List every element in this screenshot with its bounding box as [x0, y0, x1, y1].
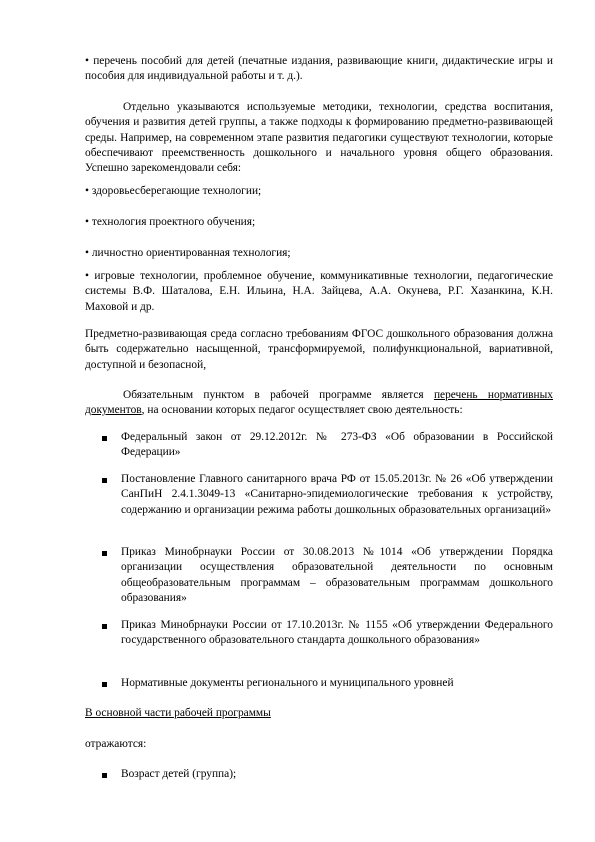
tech-item-games: • игровые технологии, проблемное обучение, коммуникативные технологии, педагогические системы В.Ф. Шаталова, Е.Н. Ильина, Н.А. Зайцева, А.А. Окунева, Р.Г. Хазанкина, К.Н. Маховой и др. [85, 270, 553, 313]
normative-document-item: Федеральный закон от 29.12.2012г. № 273-ФЗ «Об образовании в Российской Федерации» [121, 431, 553, 459]
bullet-square-icon [102, 551, 107, 556]
normative-document-item: Нормативные документы регионального и муниципального уровней [121, 677, 454, 689]
bullet-square-icon [102, 478, 107, 483]
bullet-square-icon [102, 624, 107, 629]
main-part-heading: В основной части рабочей программы [85, 707, 271, 719]
mandatory-text-before: Обязательным пунктом в рабочей программе является [123, 389, 434, 401]
tech-item-project: • технология проектного обучения; [85, 216, 256, 228]
normative-document-item: Приказ Минобрнауки России от 17.10.2013г. № 1155 «Об утверждении Федерального государственного образовательного стандарта дошкольного образования» [121, 619, 553, 647]
environment-paragraph: Предметно-развивающая среда согласно требованиям ФГОС дошкольного образования должна быть содержательно насыщенной, трансформируемой, полифункциональной, вариативной, доступной и безопасной, [85, 328, 553, 371]
main-part-item: Возраст детей (группа); [121, 768, 237, 780]
bullet-square-icon [102, 436, 107, 441]
normative-documents-link: перечень нормативных документов [85, 389, 553, 417]
bullet-square-icon [102, 773, 107, 778]
mandatory-paragraph [85, 388, 553, 419]
normative-document-item: Постановление Главного санитарного врача РФ от 15.05.2013г. № 26 «Об утверждении СанПиН 2.4.1.3049-13 «Санитарно-эпидемиологические требования к устройству, содержанию и организации режима работы дошкольных образовательных организаций» [121, 473, 553, 516]
tech-item-personal: • личностно ориентированная технология; [85, 247, 291, 259]
methods-paragraph: Отдельно указываются используемые методики, технологии, средства воспитания, обучения и развития детей группы, а также подходы к формированию предметно-развивающей среды. Например, на современном этапе развития педагогики существуют технологии, которые обеспечивают преемственность дошкольного и начального уровня общего образования. Успешно зарекомендовали себя: [85, 101, 553, 175]
normative-document-item: Приказ Минобрнауки России от 30.08.2013 №1014 «Об утверждении Порядка организации осуществления образовательной деятельности по основным общеобразовательным программам – образовательным программам дошкольного образования» [121, 546, 553, 604]
bullet-square-icon [102, 682, 107, 687]
benefits-list-item: • перечень пособий для детей (печатные издания, развивающие книги, дидактические игры и пособия для индивидуальной работы и т. д.). [85, 55, 553, 83]
mandatory-text-after: , на основании которых педагог осуществляет свою деятельность: [141, 404, 463, 417]
tech-item-health: • здоровьесберегающие технологии; [85, 185, 262, 197]
reflected-label: отражаются: [85, 738, 147, 750]
